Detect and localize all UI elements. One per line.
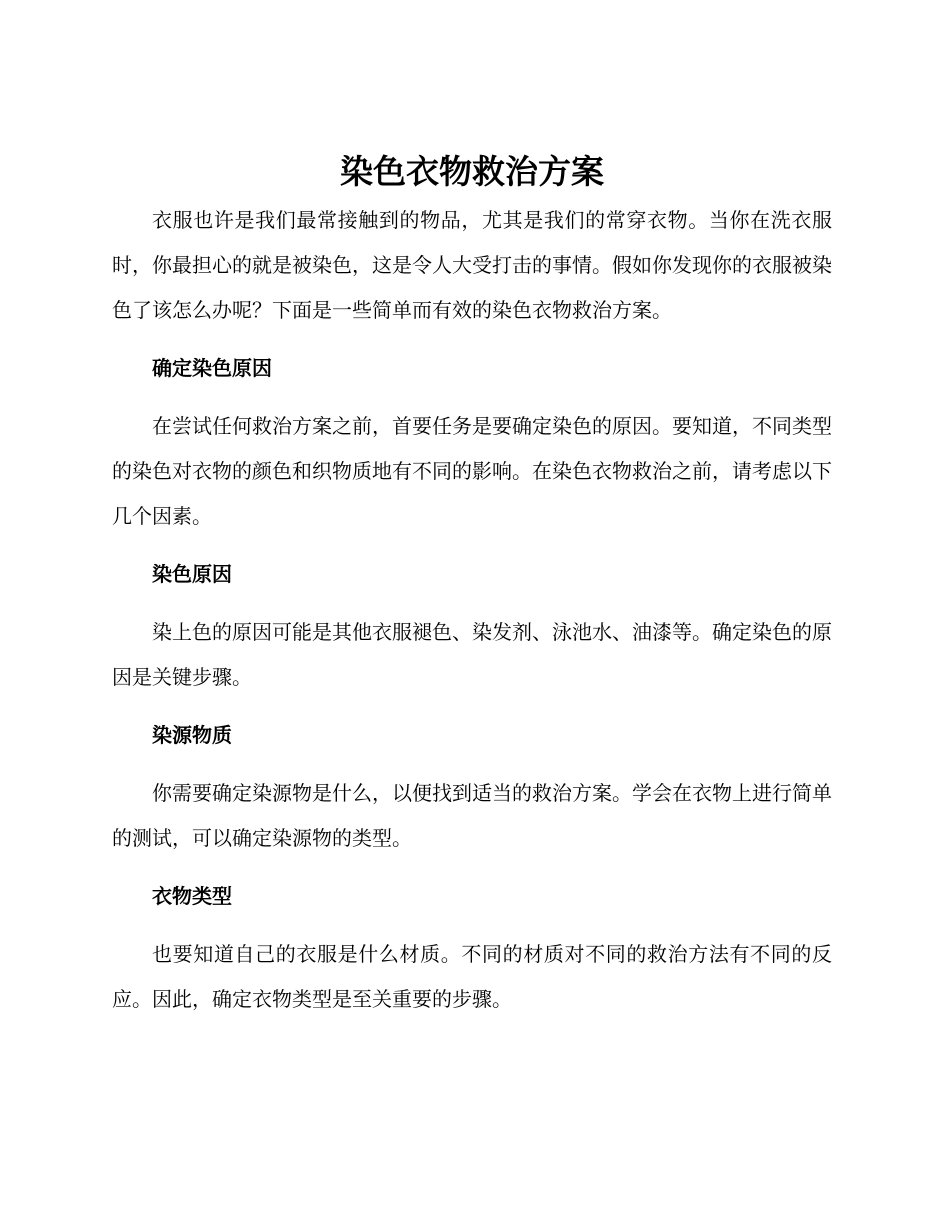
- section-paragraph: 你需要确定染源物是什么，以便找到适当的救治方案。学会在衣物上进行简单的测试，可以确定染源物的类型。: [112, 781, 832, 850]
- section-paragraph: 在尝试任何救治方案之前，首要任务是要确定染色的原因。要知道，不同类型的染色对衣物的颜色和织物质地有不同的影响。在染色衣物救治之前，请考虑以下几个因素。: [112, 414, 832, 528]
- document-title: 染色衣物救治方案: [340, 152, 604, 191]
- section-heading: 染色原因: [152, 562, 232, 586]
- section-heading: 衣物类型: [152, 884, 232, 908]
- intro-paragraph: 衣服也许是我们最常接触到的物品，尤其是我们的常穿衣物。当你在洗衣服时，你最担心的就是被染色，这是令人大受打击的事情。假如你发现你的衣服被染色了该怎么办呢？下面是一些简单而有效的染色衣物救治方案。: [112, 208, 832, 322]
- section-heading: 确定染色原因: [152, 356, 272, 380]
- document-page: [112, 146, 832, 1022]
- section-paragraph: 也要知道自己的衣服是什么材质。不同的材质对不同的救治方法有不同的反应。因此，确定衣物类型是至关重要的步骤。: [112, 942, 832, 1011]
- section-paragraph: 染上色的原因可能是其他衣服褪色、染发剂、泳池水、油漆等。确定染色的原因是关键步骤。: [112, 620, 832, 689]
- section-heading: 染源物质: [152, 723, 232, 747]
